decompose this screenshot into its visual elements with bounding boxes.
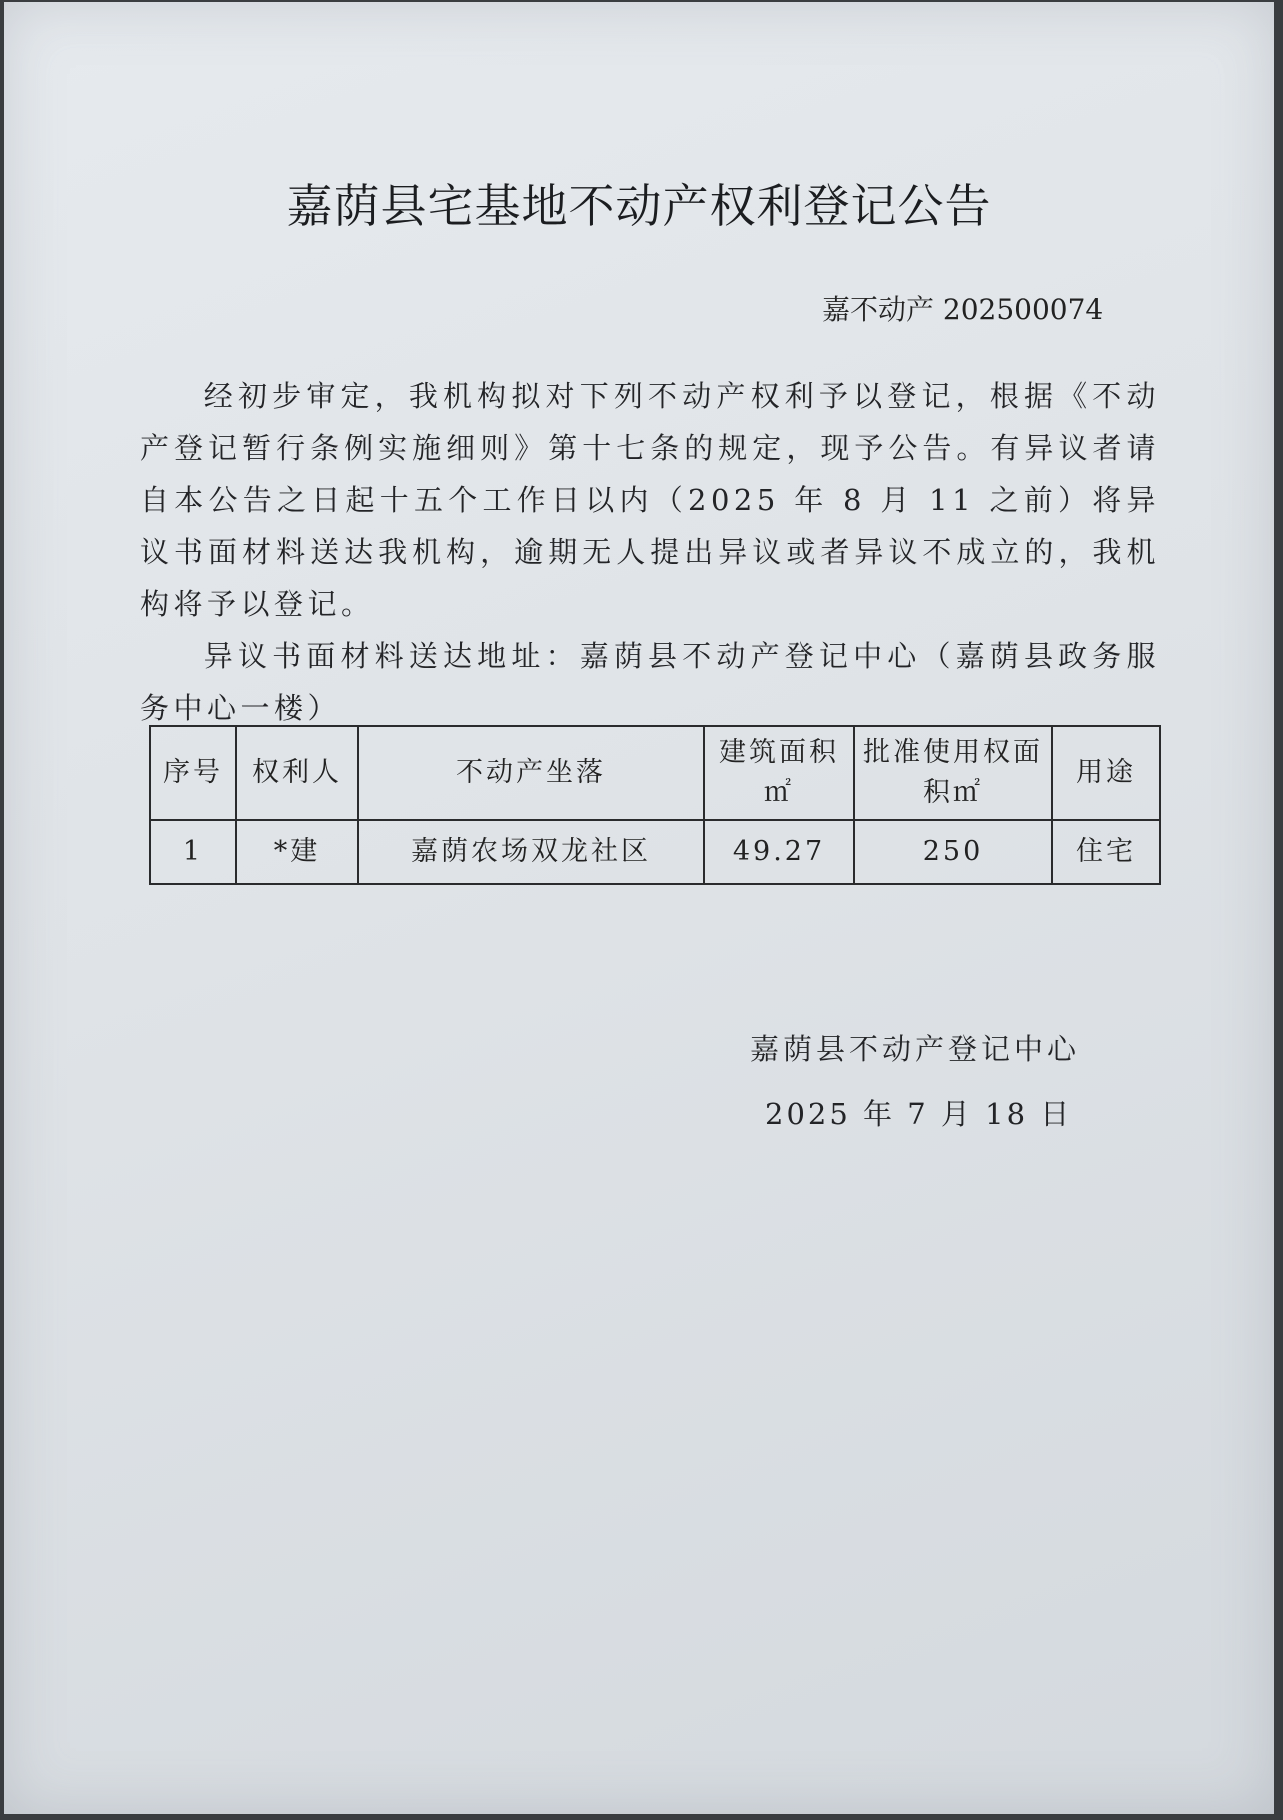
notice-paragraph-main: 经初步审定，我机构拟对下列不动产权利予以登记，根据《不动产登记暂行条例实施细则》第十七条的规定，现予公告。有异议者请自本公告之日起十五个工作日以内（2025 年 8 月 11 之前）将异议书面材料送达我机构，逾期无人提出异议或者异议不成立的，我机构将予以登记。 <box>140 379 1160 621</box>
cell-serial: 1 <box>150 820 236 884</box>
header-right-holder: 权利人 <box>236 726 358 820</box>
table-header-row <box>150 726 1160 820</box>
document-number: 嘉不动产 202500074 <box>822 293 1104 326</box>
header-building-area: 建筑面积㎡ <box>704 726 854 820</box>
cell-right-holder: *建 <box>236 820 358 884</box>
notice-body <box>140 370 1160 734</box>
cell-approved-area: 250 <box>854 820 1052 884</box>
notice-paragraph-address: 异议书面材料送达地址：嘉荫县不动产登记中心（嘉荫县政务服务中心一楼） <box>140 639 1160 725</box>
cell-location: 嘉荫农场双龙社区 <box>358 820 704 884</box>
header-usage: 用途 <box>1052 726 1160 820</box>
cell-usage: 住宅 <box>1052 820 1160 884</box>
issuer-name: 嘉荫县不动产登记中心 <box>750 1032 1081 1066</box>
table-row <box>150 820 1160 884</box>
issue-date: 2025 年 7 月 18 日 <box>765 1097 1073 1131</box>
property-table <box>149 725 1161 885</box>
header-approved-area: 批准使用权面积㎡ <box>854 726 1052 820</box>
notice-title: 嘉荫县宅基地不动产权利登记公告 <box>286 179 992 233</box>
notice-paper <box>4 2 1274 1814</box>
header-serial: 序号 <box>150 726 236 820</box>
cell-building-area: 49.27 <box>704 820 854 884</box>
header-location: 不动产坐落 <box>358 726 704 820</box>
